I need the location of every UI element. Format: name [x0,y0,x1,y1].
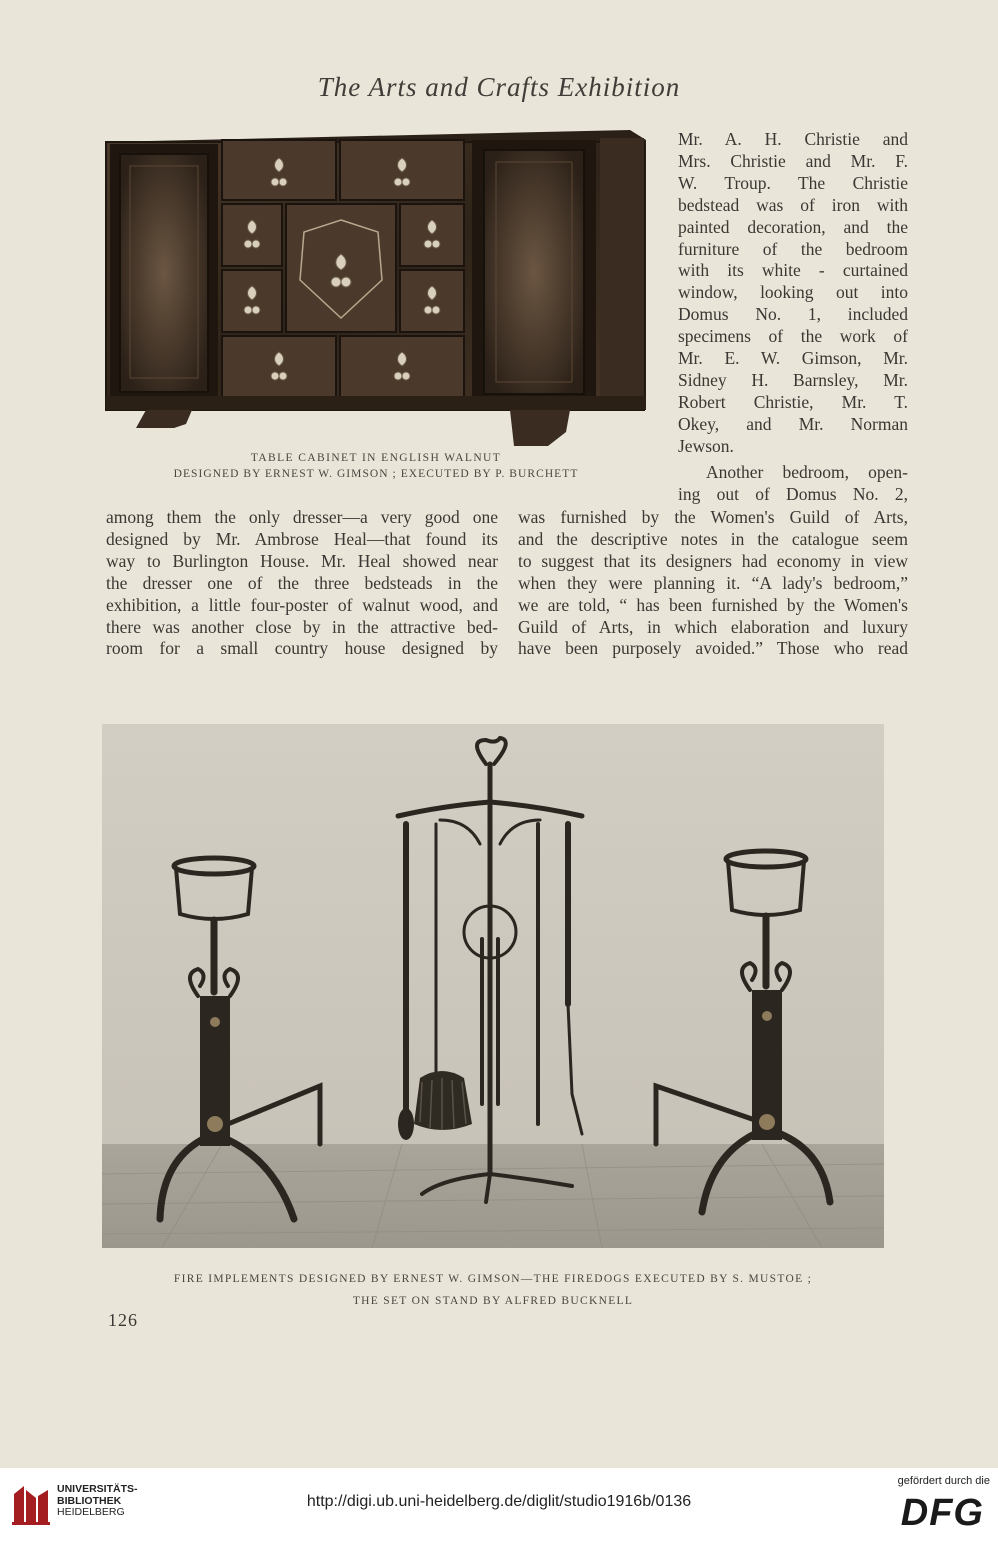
cabinet-caption-line1: TABLE CABINET IN ENGLISH WALNUT [250,452,502,464]
text-line: and the descriptive notes in the catalogue seem [518,528,908,549]
text-line: designed by Mr. Ambrose Heal—that found its [106,528,498,549]
text-line: Domus No. 1, included [678,304,908,325]
text-line: W. Troup. The Christie [678,172,908,193]
text-line: ing out of Domus No. 2, [678,483,908,504]
running-head: The Arts and Crafts Exhibition [317,72,681,102]
text-line: room for a small country house designed by [106,638,498,659]
text-line: window, looking out into [678,282,908,303]
right-column-text [678,129,908,458]
text-line: painted decoration, and the [678,216,908,237]
text-line: we are told, “ has been furnished by the Women's [518,594,908,615]
text-line: Sidney H. Barnsley, Mr. [678,369,908,390]
library-name-line3: HEIDELBERG [57,1506,125,1518]
text-line: was furnished by the Women's Guild of Arts, [518,507,908,527]
text-line: Robert Christie, Mr. T. [678,391,908,412]
text-line: Mrs. Christie and Mr. F. [678,150,908,171]
text-line: among them the only dresser—a very good one [106,507,498,527]
text-line: furniture of the bedroom [678,238,908,259]
text-line: the dresser one of the three bedsteads in the [106,572,498,593]
text-line: have been purposely avoided.” Those who read [518,638,908,659]
text-line: way to Burlington House. Mr. Heal showed near [106,550,498,571]
dfg-logo: DFG [900,1492,984,1534]
text-line: to suggest that its designers had economy in view [518,550,908,571]
text-line: there was another close by in the attractive bed- [106,616,498,637]
text-line: Mr. E. W. Gimson, Mr. [678,348,908,369]
right-column-body [518,507,908,660]
fire-caption-line1: FIRE IMPLEMENTS DESIGNED BY ERNEST W. GIMSON—THE FIREDOGS EXECUTED BY S. MUSTOE ; [173,1273,813,1285]
text-line: specimens of the work of [678,326,908,347]
text-line: bedstead was of iron with [678,194,908,215]
text-line: Guild of Arts, in which elaboration and luxury [518,616,908,637]
cabinet-caption-line2: DESIGNED BY ERNEST W. GIMSON ; EXECUTED BY P. BURCHETT [173,468,579,480]
text-line: Another bedroom, open- [706,462,908,482]
text-line: Okey, and Mr. Norman [678,413,908,434]
text-line: with its white - curtained [678,260,908,281]
cabinet-photo [100,128,652,448]
fire-caption-line2: THE SET ON STAND BY ALFRED BUCKNELL [352,1295,634,1307]
fire-implements-photo [102,724,884,1248]
right-column-text-2 [678,462,908,506]
source-url[interactable]: http://digi.ub.uni-heidelberg.de/diglit/studio1916b/0136 [306,1493,692,1510]
text-line: when they were planning it. “A lady's bedroom,” [518,572,908,593]
library-name-line1: UNIVERSITÄTS- [57,1483,138,1495]
page-number: 126 [108,1310,138,1330]
funding-note: gefördert durch die [897,1475,990,1487]
text-line: exhibition, a little four-poster of walnut wood, and [106,594,498,615]
text-line: Jewson. [678,435,734,456]
fire-implements-drawing [102,724,884,1248]
text-line: Mr. A. H. Christie and [678,129,908,149]
library-name-line2: BIBLIOTHEK [57,1494,122,1507]
footer-bar [0,1468,998,1542]
left-column-body [106,507,498,660]
